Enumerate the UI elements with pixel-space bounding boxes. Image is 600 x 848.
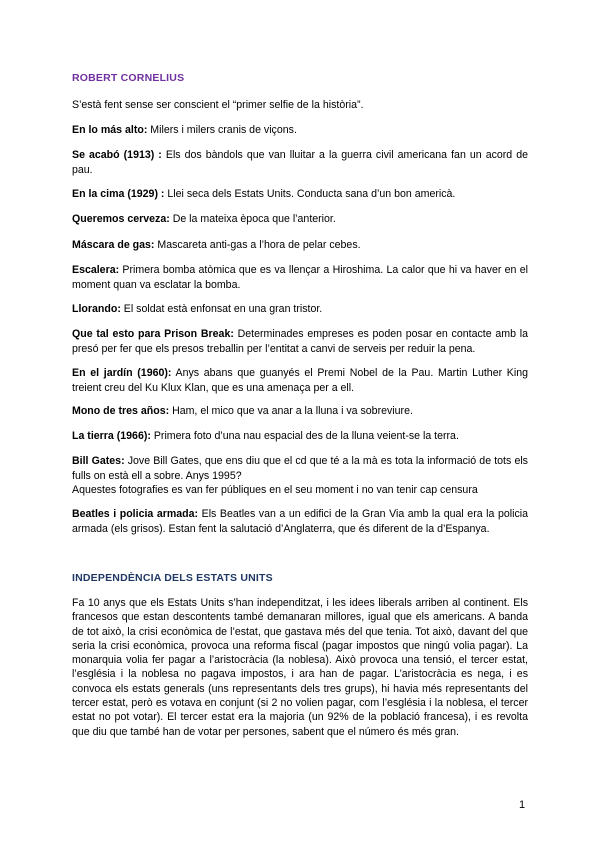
item-text: Milers i milers cranis de viçons.: [147, 124, 297, 136]
item-text: Primera foto d’una nau espacial des de la lluna veient-se la terra.: [150, 430, 459, 442]
intro-paragraph: S’està fent sense ser conscient el “primer selfie de la història”.: [72, 99, 364, 111]
item-text: Mascareta anti-gas a l’hora de pelar cebes.: [154, 239, 361, 251]
item-paragraph: [72, 507, 528, 536]
item-text: El soldat està enfonsat en una gran tristor.: [120, 303, 323, 315]
item-paragraph: [72, 212, 528, 227]
body-paragraph: Fa 10 anys que els Estats Units s’han independitzat, i les idees liberals arriben al continent. Els francesos que estan descontents també demanaran millores, igual que els americans. A banda de tot això, la crisi econòmica de l’estat, que gastava més del que tenia. Tot això, davant del que seria la crisi econòmica, provoca una reforma fiscal (pagar impostos que ningú volia pagar). La monarquia volia fer pagar a l’aristocràcia (la noblesa). Això provoca una tensió, el tercer estat, l’església i la noblesa no pagava impostos, i ara han de pagar. L’aristocràcia es nega, i es convoca els estats generals (uns representants dels tres grups), hi havia més representants del tercer estat, però es votava en conjunt (si 2 no volien pagar, com l’església i la noblesa, el tercer estat no pot votar). El tercer estat era la majoria (un 92% de la població francesa), i es revolta que diu que també han de votar per persones, sabent que el número és més gran.: [72, 597, 528, 738]
item-text: Llei seca dels Estats Units. Conducta sana d’un bon americà.: [164, 188, 456, 200]
item-text: Determinades empreses es poden posar en contacte amb la presó per fer que els presos treballin per l’entitat a canvi de serveis per reduir la pena.: [72, 328, 528, 355]
item-paragraph: [72, 263, 528, 292]
item-paragraph: [72, 187, 528, 202]
item-label: Que tal esto para Prison Break:: [72, 328, 234, 340]
item-text: Els dos bàndols que van lluitar a la guerra civil americana fan un acord de pau.: [72, 149, 529, 176]
section-title-robert-cornelius: ROBERT CORNELIUS: [72, 72, 185, 84]
item-label: Máscara de gas:: [72, 239, 155, 251]
item-paragraph: [72, 148, 528, 177]
item-paragraph: [72, 123, 528, 138]
item-text: Els Beatles van a un edifici de la Gran Via amb la qual era la policia armada (els grisos). Estan fent la salutació d’Anglaterra, que és diferent de la d’Espanya.: [72, 508, 529, 535]
item-paragraph: [72, 454, 528, 498]
item-paragraph: [72, 238, 528, 253]
item-text: Ham, el mico que va anar a la lluna i va sobreviure.: [169, 405, 413, 417]
section-title-independencia: INDEPENDÈNCIA DELS ESTATS UNITS: [72, 572, 273, 584]
item-label: En lo más alto:: [72, 124, 148, 136]
page-number: 1: [519, 799, 526, 811]
item-label: Bill Gates:: [72, 455, 125, 467]
item-paragraph: [72, 429, 528, 444]
item-paragraph: [72, 366, 528, 395]
item-text: De la mateixa època que l’anterior.: [169, 213, 336, 225]
item-text: Jove Bill Gates, que ens diu que el cd que té a la mà es tota la informació de tots els fulls on està ell a sobre. Anys 1995?: [72, 455, 528, 482]
item-paragraph: [72, 302, 528, 317]
item-label: Beatles i policia armada:: [72, 508, 199, 520]
item-label: Se acabó (1913) :: [72, 149, 162, 161]
item-text: Primera bomba atòmica que es va llençar a Hiroshima. La calor que hi va haver en el moment quan va esclatar la bomba.: [72, 264, 528, 291]
item-paragraph: [72, 404, 528, 419]
item-label: En la cima (1929) :: [72, 188, 165, 200]
item-label: La tierra (1966):: [72, 430, 151, 442]
item-label: Mono de tres años:: [72, 405, 170, 417]
item-label: Escalera:: [72, 264, 120, 276]
item-label: Llorando:: [72, 303, 121, 315]
item-paragraph: [72, 327, 528, 356]
item-label: Queremos cerveza:: [72, 213, 170, 225]
item-text: Anys abans que guanyés el Premi Nobel de la Pau. Martin Luther King treient creu del Ku Klux Klan, que es una amenaça per a ell.: [72, 367, 529, 394]
item-label: En el jardín (1960):: [72, 367, 172, 379]
note-text: Aquestes fotografies es van fer públiques en el seu moment i no van tenir cap censura: [72, 484, 478, 496]
